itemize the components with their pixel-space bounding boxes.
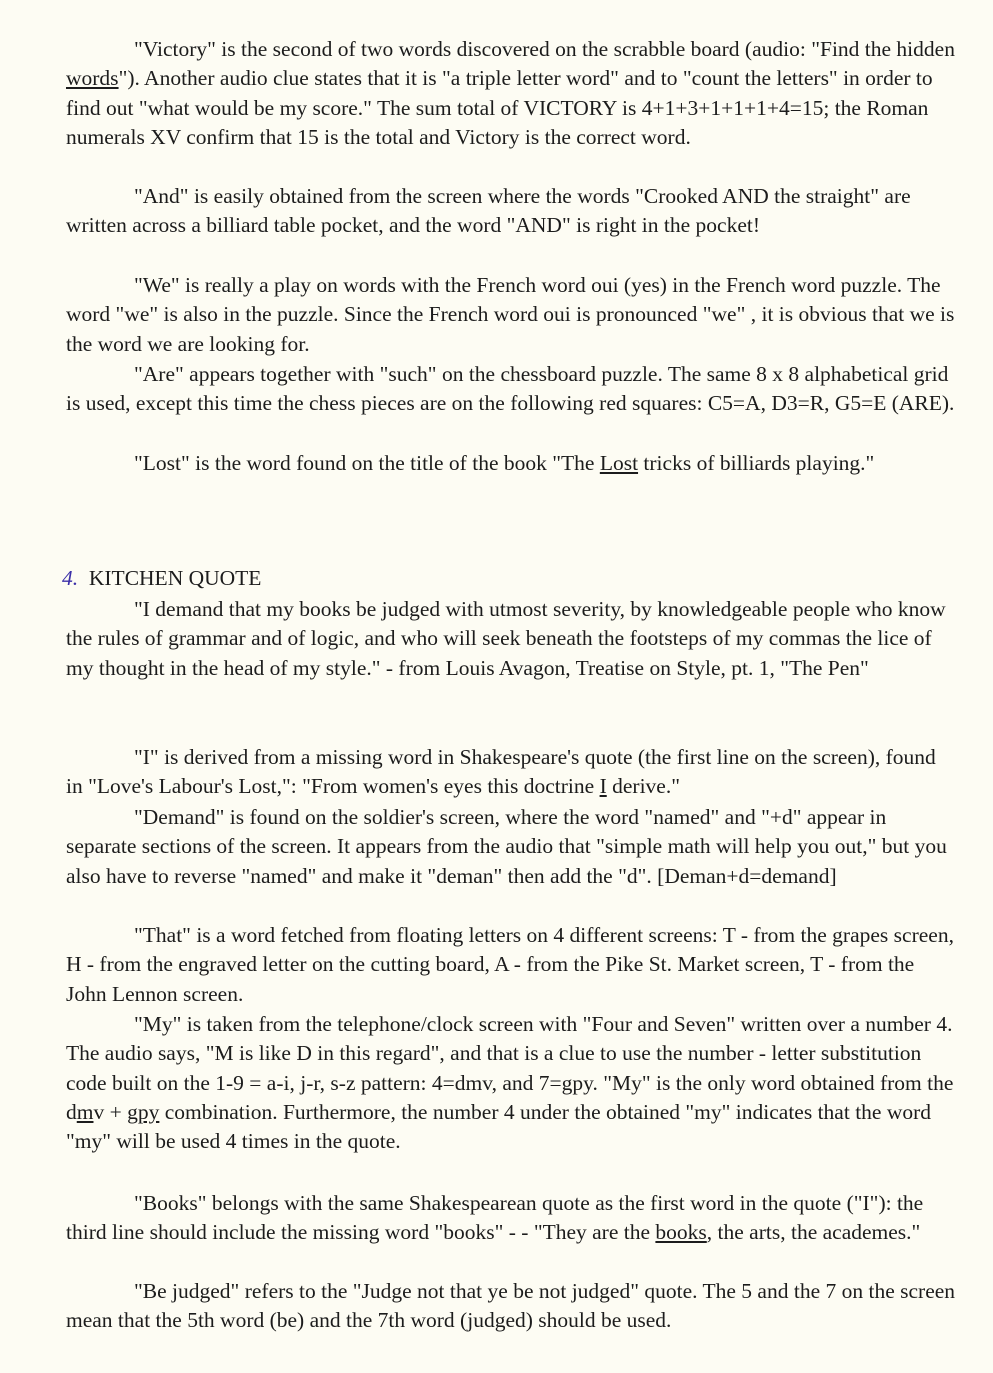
paragraph-books: "Books" belongs with the same Shakespearean quote as the first word in the quote ("I"): the third line should include the missing word "books" - - "They are the books, the arts, the academes." — [66, 1191, 924, 1245]
paragraph-we: "We" is really a play on words with the French word oui (yes) in the French word puzzle. The word "we" is also in the puzzle. Since the French word oui is pronounced "we" , it is obvious that we is the word we are looking for. — [66, 273, 955, 356]
paragraph-are: "Are" appears together with "such" on the chessboard puzzle. The same 8 x 8 alphabetical grid is used, except this time the chess pieces are on the following red squares: C5=A, D3=R, G5=E (ARE). — [66, 362, 955, 416]
paragraph-lost: "Lost" is the word found on the title of the book "The Lost tricks of billiards playing." — [134, 451, 875, 475]
paragraph-be-judged: "Be judged" refers to the "Judge not that ye be not judged" quote. The 5 and the 7 on the screen mean that the 5th word (be) and the 7th word (judged) should be used. — [66, 1279, 956, 1333]
paragraph-my: "My" is taken from the telephone/clock screen with "Four and Seven" written over a number 4. The audio says, "M is like D in this regard", and that is a clue to use the number - letter substitution code built on the 1-9 = a-i, j-r, s-z pattern: 4=dmv, and 7=gpy. "My" is the only word obtained from the dmv + gpy combination. Furthermore, the number 4 under the obtained "my" indicates that the word "my" will be used 4 times in the quote. — [66, 1012, 954, 1154]
paragraph-quote: "I demand that my books be judged with utmost severity, by knowledgeable people who know the rules of grammar and of logic, and who will seek beneath the footsteps of my commas the lice of my thought in the head of my style." - from Louis Avagon, Treatise on Style, pt. 1, "The Pen" — [66, 597, 946, 680]
section-number: 4. — [62, 566, 79, 590]
paragraph-demand: "Demand" is found on the soldier's screen, where the word "named" and "+d" appear in separate sections of the screen. It appears from the audio that "simple math will help you out," but you also have to reverse "named" and make it "deman" then add the "d". [Deman+d=demand] — [66, 805, 947, 888]
paragraph-victory: "Victory" is the second of two words discovered on the scrabble board (audio: "Find the hidden words"). Another audio clue states that it is "a triple letter word" and to "count the letters" in order to find out "what would be my score." The sum total of VICTORY is 4+1+3+1+1+1+4=15; the Roman numerals XV confirm that 15 is the total and Victory is the correct word. — [66, 37, 955, 149]
paragraph-and: "And" is easily obtained from the screen where the words "Crooked AND the straight" are written across a billiard table pocket, and the word "AND" is right in the pocket! — [66, 184, 911, 238]
section-title: KITCHEN QUOTE — [88, 566, 262, 590]
paragraph-i: "I" is derived from a missing word in Shakespeare's quote (the first line on the screen), found in "Love's Labour's Lost,": "From women's eyes this doctrine I derive." — [66, 745, 936, 799]
section-heading — [62, 564, 261, 593]
paragraph-that: "That" is a word fetched from floating letters on 4 different screens: T - from the grapes screen, H - from the engraved letter on the cutting board, A - from the Pike St. Market screen, T - from the John Lennon screen. — [66, 923, 954, 1006]
